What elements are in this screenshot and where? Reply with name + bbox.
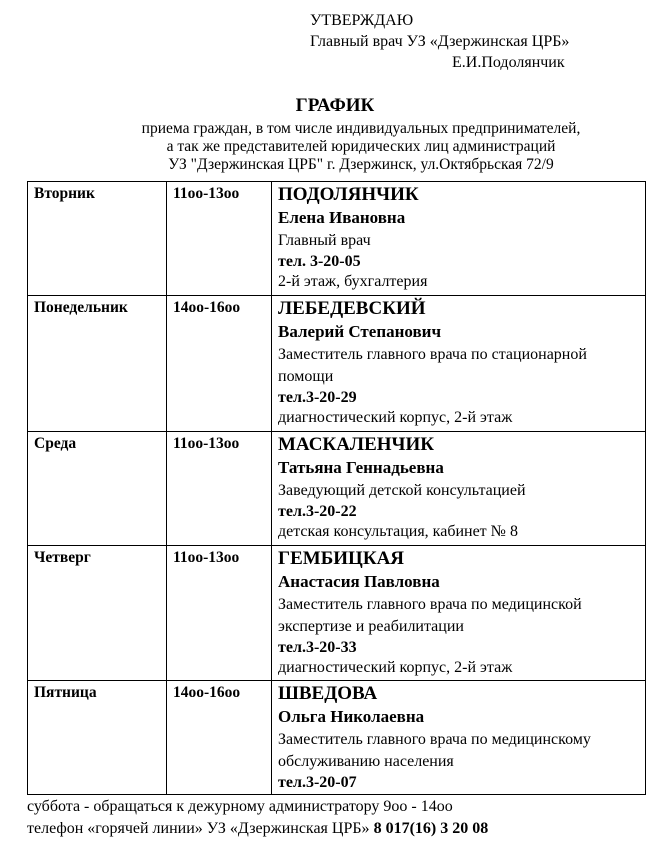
schedule-time: 11оо-13оо bbox=[167, 432, 272, 546]
schedule-official bbox=[272, 432, 646, 546]
approval-heading: УТВЕРЖДАЮ bbox=[310, 12, 414, 29]
official-name: Анастасия Павловна bbox=[278, 572, 440, 591]
official-location: 2-й этаж, бухгалтерия bbox=[278, 273, 428, 290]
saturday-note: суббота - обращаться к дежурному администратору 9оо - 14оо bbox=[27, 798, 453, 815]
official-location: диагностический корпус, 2-й этаж bbox=[278, 659, 513, 676]
official-name: Татьяна Геннадьевна bbox=[278, 458, 444, 477]
schedule-day: Среда bbox=[28, 432, 167, 546]
schedule-time: 11оо-13оо bbox=[167, 546, 272, 681]
official-location: диагностический корпус, 2-й этаж bbox=[278, 409, 513, 426]
subtitle-line-2: а так же представителей юридических лиц администраций bbox=[166, 138, 556, 155]
official-surname: ГЕМБИЦКАЯ bbox=[278, 548, 405, 569]
official-location: детская консультация, кабинет № 8 bbox=[278, 523, 518, 540]
schedule-time: 11оо-13оо bbox=[167, 182, 272, 296]
official-name: Валерий Степанович bbox=[278, 322, 442, 341]
schedule-row bbox=[28, 182, 646, 296]
schedule-official bbox=[272, 182, 646, 296]
official-phone: тел. 3-20-05 bbox=[278, 253, 361, 270]
official-position: Заведующий детской консультацией bbox=[278, 482, 526, 499]
footer-notes bbox=[27, 796, 488, 840]
approval-signatory: Е.И.Подолянчик bbox=[452, 54, 565, 71]
official-surname: ШВЕДОВА bbox=[278, 683, 378, 704]
official-phone: тел.3-20-29 bbox=[278, 389, 357, 406]
schedule-official bbox=[272, 681, 646, 795]
document-title: ГРАФИК bbox=[295, 95, 375, 116]
schedule-time: 14оо-16оо bbox=[167, 296, 272, 432]
official-surname: ЛЕБЕДЕВСКИЙ bbox=[278, 298, 426, 319]
hotline-note bbox=[27, 818, 488, 840]
official-phone: тел.3-20-07 bbox=[278, 774, 357, 791]
official-surname: МАСКАЛЕНЧИК bbox=[278, 434, 435, 455]
official-position: Главный врач bbox=[278, 232, 371, 249]
schedule-official bbox=[272, 296, 646, 432]
subtitle-line-3: УЗ "Дзержинская ЦРБ" г. Дзержинск, ул.Октябрьская 72/9 bbox=[168, 156, 554, 173]
approval-block bbox=[310, 10, 569, 73]
hotline-number: 8 017(16) 3 20 08 bbox=[373, 820, 489, 837]
subtitle-line-1: приема граждан, в том числе индивидуальных предпринимателей, bbox=[141, 120, 581, 137]
hotline-label: телефон «горячей линии» УЗ «Дзержинская ЦРБ» bbox=[27, 820, 374, 837]
official-position: Заместитель главного врача по стационарной помощи bbox=[278, 346, 587, 385]
schedule-row bbox=[28, 681, 646, 795]
official-phone: тел.3-20-33 bbox=[278, 639, 357, 656]
schedule-table bbox=[27, 181, 646, 795]
schedule-row bbox=[28, 432, 646, 546]
schedule-row bbox=[28, 296, 646, 432]
official-name: Елена Ивановна bbox=[278, 208, 406, 227]
official-position: Заместитель главного врача по медицинскому обслуживанию населения bbox=[278, 731, 591, 770]
official-phone: тел.3-20-22 bbox=[278, 503, 357, 520]
approval-position: Главный врач УЗ «Дзержинская ЦРБ» bbox=[310, 33, 570, 50]
schedule-row bbox=[28, 546, 646, 681]
schedule-official bbox=[272, 546, 646, 681]
official-name: Ольга Николаевна bbox=[278, 707, 425, 726]
schedule-day: Вторник bbox=[28, 182, 167, 296]
schedule-day: Понедельник bbox=[28, 296, 167, 432]
official-position: Заместитель главного врача по медицинской экспертизе и реабилитации bbox=[278, 596, 582, 635]
schedule-day: Пятница bbox=[28, 681, 167, 795]
document-subtitle bbox=[0, 120, 670, 174]
schedule-day: Четверг bbox=[28, 546, 167, 681]
schedule-time: 14оо-16оо bbox=[167, 681, 272, 795]
official-surname: ПОДОЛЯНЧИК bbox=[278, 184, 419, 205]
